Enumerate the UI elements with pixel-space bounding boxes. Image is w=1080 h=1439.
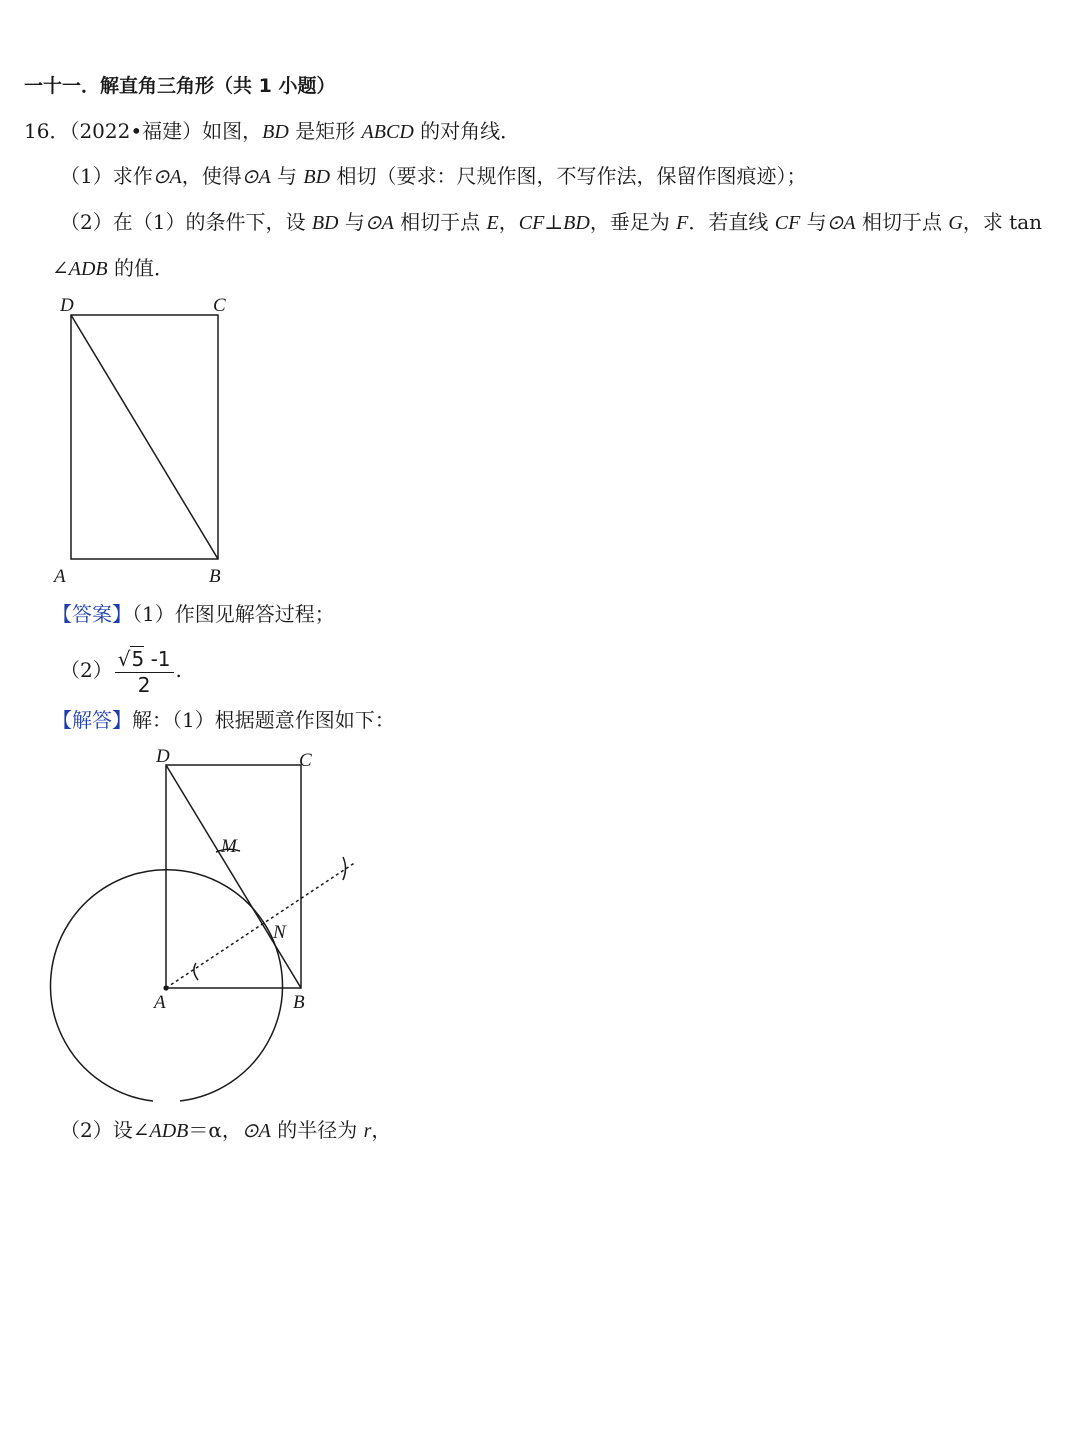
point-a [163, 985, 168, 990]
solution-tag: 【解答】 [52, 708, 132, 732]
problem-number: 16． [24, 119, 70, 143]
label-b: B [209, 566, 221, 587]
label-a: A [54, 566, 66, 587]
label-m: M [221, 836, 237, 857]
answer-line1: 【答案】（1）作图见解答过程； [52, 602, 335, 626]
problem-part2-continued: ∠ADB 的值． [52, 256, 175, 280]
label-d: D [60, 295, 74, 316]
label-c: C [213, 295, 226, 316]
figure-2 [50, 765, 356, 1101]
solution-line2: （2）设∠ADB＝α，⊙A 的半径为 r， [60, 1118, 392, 1142]
label-b-2: B [293, 992, 305, 1013]
problem-part1: （1）求作⊙A，使得⊙A 与 BD 相切（要求：尺规作图，不写作法，保留作图痕迹）； [60, 164, 807, 188]
diagonal-bd-2 [166, 765, 301, 988]
problem-part2: （2）在（1）的条件下，设 BD 与⊙A 相切于点 E，CF⊥BD，垂足为 F．若直线 CF 与⊙A 相切于点 G，求 tan [60, 210, 1043, 234]
label-n: N [273, 922, 286, 943]
problem-source: （2022•福建） [69, 119, 203, 143]
problem-intro: 16．（2022•福建）如图，BD 是矩形 ABCD 的对角线． [24, 119, 521, 143]
solution-line1: 【解答】解：（1）根据题意作图如下： [52, 708, 395, 732]
arc-mark-upper [343, 857, 346, 880]
arc-mark-lower [194, 963, 198, 980]
label-a-2: A [154, 992, 166, 1013]
diagonal-bd [71, 315, 218, 559]
answer-fraction: $\frac{√5 -1}{2}$ [115, 647, 174, 697]
label-c-2: C [299, 750, 312, 771]
label-d-2: D [156, 746, 170, 767]
answer-line2: （2） $\frac{√5 -1}{2}$ . [60, 646, 182, 697]
answer-tag: 【答案】 [52, 602, 132, 626]
figure-1 [71, 315, 218, 559]
section-heading: 一十一．解直角三角形（共 1 小题） [24, 75, 336, 97]
